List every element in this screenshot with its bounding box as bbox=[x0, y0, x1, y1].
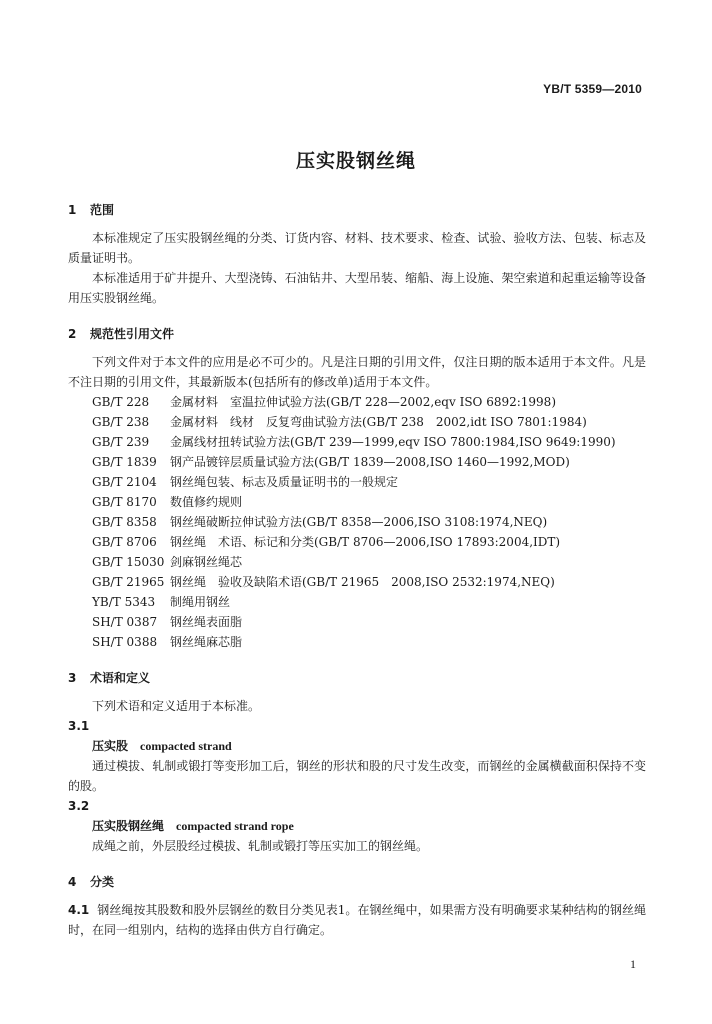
paragraph: 本标准适用于矿井提升、大型浇铸、石油钻井、大型吊装、缩船、海上设施、架空索道和起重运输等设备用压实股钢丝绳。 bbox=[68, 271, 646, 305]
reference-code: GB/T 8170 bbox=[92, 495, 157, 509]
term-english: compacted strand bbox=[140, 739, 232, 753]
term-definition: 通过模拔、轧制或锻打等变形加工后，钢丝的形状和股的尺寸发生改变，而钢丝的金属横截面积保持不变的股。 bbox=[68, 759, 646, 793]
reference-item bbox=[68, 512, 646, 532]
reference-code: GB/T 8706 bbox=[92, 535, 157, 549]
reference-title: 金属材料 线材 反复弯曲试验方法(GB/T 238 2002,idt ISO 7801:1984) bbox=[170, 415, 587, 429]
standard-number: YB/T 5359—2010 bbox=[543, 82, 642, 96]
reference-item bbox=[68, 392, 646, 412]
reference-item bbox=[68, 452, 646, 472]
reference-title: 金属材料 室温拉伸试验方法(GB/T 228—2002,eqv ISO 6892:1998) bbox=[170, 395, 556, 409]
reference-code: GB/T 238 bbox=[92, 415, 150, 429]
paragraph: 下列术语和定义适用于本标准。 bbox=[92, 699, 261, 713]
reference-code: GB/T 228 bbox=[92, 395, 150, 409]
paragraph: 下列文件对于本文件的应用是必不可少的。凡是注日期的引用文件，仅注日期的版本适用于本文件。凡是不注日期的引用文件，其最新版本(包括所有的修改单)适用于本文件。 bbox=[68, 355, 646, 389]
reference-item bbox=[68, 612, 646, 632]
reference-code: GB/T 21965 bbox=[92, 575, 165, 589]
term-english: compacted strand rope bbox=[176, 819, 294, 833]
reference-code: SH/T 0387 bbox=[92, 615, 158, 629]
reference-title: 钢丝绳表面脂 bbox=[170, 615, 243, 629]
reference-title: 金属线材扭转试验方法(GB/T 239—1999,eqv ISO 7800:1984,ISO 9649:1990) bbox=[170, 435, 616, 449]
document-body bbox=[68, 200, 646, 940]
reference-item bbox=[68, 532, 646, 552]
term-number: 3.1 bbox=[68, 719, 90, 733]
section-title: 规范性引用文件 bbox=[90, 327, 175, 341]
section-1-heading bbox=[68, 200, 646, 220]
reference-list bbox=[68, 392, 646, 652]
term-number: 3.2 bbox=[68, 799, 90, 813]
section-title: 分类 bbox=[90, 875, 115, 889]
section-title: 术语和定义 bbox=[90, 671, 151, 685]
reference-title: 钢丝绳包装、标志及质量证明书的一般规定 bbox=[170, 475, 399, 489]
section-number: 4 bbox=[68, 875, 77, 889]
reference-code: GB/T 15030 bbox=[92, 555, 165, 569]
reference-item bbox=[68, 632, 646, 652]
reference-title: 数值修约规则 bbox=[170, 495, 243, 509]
page-number: 1 bbox=[630, 957, 636, 971]
reference-code: GB/T 2104 bbox=[92, 475, 157, 489]
reference-item bbox=[68, 412, 646, 432]
section-3-heading bbox=[68, 668, 646, 688]
reference-title: 钢丝绳破断拉伸试验方法(GB/T 8358—2006,ISO 3108:1974,NEQ) bbox=[170, 515, 548, 529]
reference-code: SH/T 0388 bbox=[92, 635, 158, 649]
section-title: 范围 bbox=[90, 203, 115, 217]
term-chinese: 压实股钢丝绳 bbox=[92, 819, 165, 833]
clause-text: 钢丝绳按其股数和股外层钢丝的数目分类见表1。在钢丝绳中，如果需方没有明确要求某种结构的钢丝绳时，在同一组别内，结构的选择由供方自行确定。 bbox=[68, 903, 646, 937]
reference-title: 钢丝绳麻芯脂 bbox=[170, 635, 243, 649]
reference-item bbox=[68, 472, 646, 492]
term-heading bbox=[68, 816, 646, 836]
term-chinese: 压实股 bbox=[92, 739, 129, 753]
reference-item bbox=[68, 592, 646, 612]
term-heading bbox=[68, 736, 646, 756]
reference-title: 钢产品镀锌层质量试验方法(GB/T 1839—2008,ISO 1460—1992,MOD) bbox=[170, 455, 570, 469]
reference-item bbox=[68, 432, 646, 452]
reference-code: YB/T 5343 bbox=[92, 595, 156, 609]
clause-number: 4.1 bbox=[68, 903, 90, 917]
reference-item bbox=[68, 492, 646, 512]
reference-code: GB/T 1839 bbox=[92, 455, 157, 469]
term-definition: 成绳之前，外层股经过模拔、轧制或锻打等压实加工的钢丝绳。 bbox=[92, 839, 429, 853]
reference-code: GB/T 239 bbox=[92, 435, 150, 449]
section-number: 3 bbox=[68, 671, 77, 685]
reference-item bbox=[68, 552, 646, 572]
section-number: 2 bbox=[68, 327, 77, 341]
reference-title: 制绳用钢丝 bbox=[170, 595, 231, 609]
clause-4-1 bbox=[68, 900, 646, 940]
reference-code: GB/T 8358 bbox=[92, 515, 157, 529]
reference-title: 钢丝绳 验收及缺陷术语(GB/T 21965 2008,ISO 2532:1974,NEQ) bbox=[170, 575, 555, 589]
reference-title: 钢丝绳 术语、标记和分类(GB/T 8706—2006,ISO 17893:2004,IDT) bbox=[170, 535, 561, 549]
document-title: 压实股钢丝绳 bbox=[295, 150, 416, 172]
section-4-heading bbox=[68, 872, 646, 892]
reference-item bbox=[68, 572, 646, 592]
section-number: 1 bbox=[68, 203, 77, 217]
paragraph: 本标准规定了压实股钢丝绳的分类、订货内容、材料、技术要求、检查、试验、验收方法、包装、标志及质量证明书。 bbox=[68, 231, 646, 265]
reference-title: 剑麻钢丝绳芯 bbox=[170, 555, 243, 569]
section-2-heading bbox=[68, 324, 646, 344]
